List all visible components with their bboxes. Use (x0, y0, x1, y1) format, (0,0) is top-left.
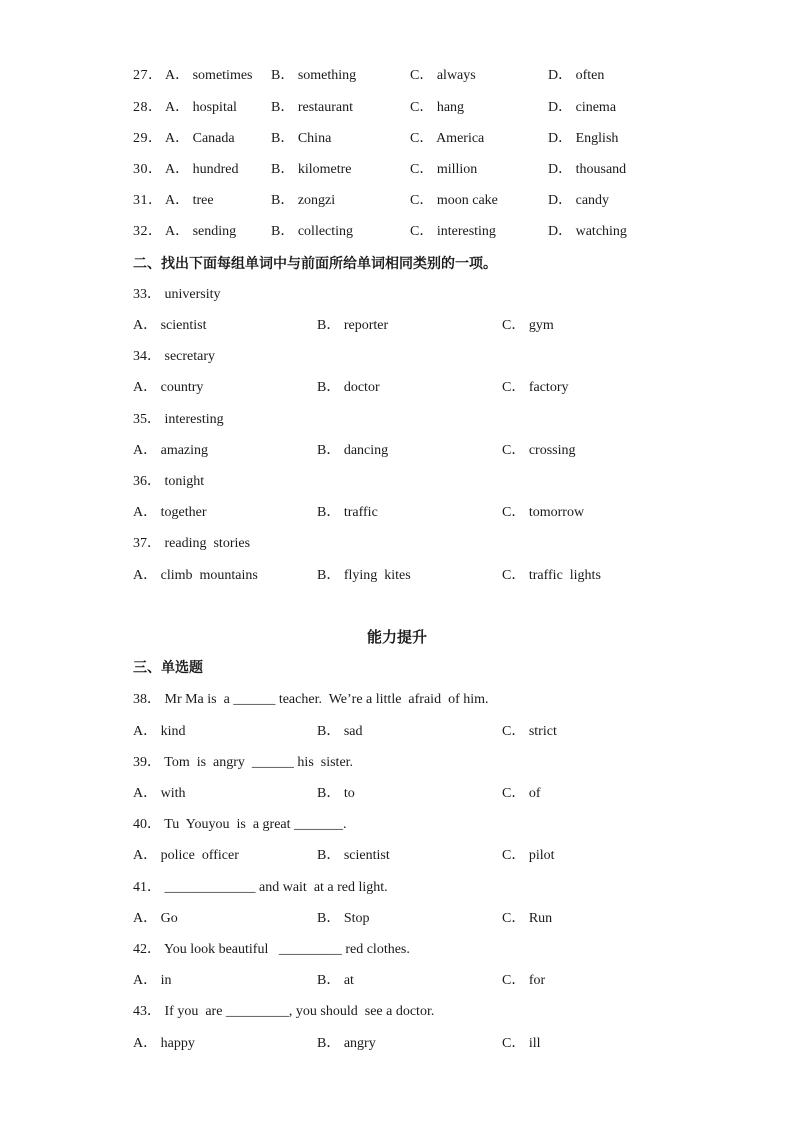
option-a: A． scientist (133, 318, 207, 333)
question-stem: 39． Tom is angry ______ his sister. (133, 755, 354, 770)
option-b: B． collecting (271, 224, 354, 239)
options-35 (0, 441, 794, 461)
question-40 (0, 815, 794, 835)
question-41 (0, 878, 794, 898)
option-b: B． Stop (317, 911, 370, 926)
options-39 (0, 784, 794, 804)
options-33 (0, 316, 794, 336)
option-c: C． million (410, 162, 478, 177)
option-a: A． kind (133, 724, 186, 739)
section-3-title: 三、单选题 (133, 660, 203, 676)
option-a: A． happy (133, 1036, 195, 1051)
option-c: C． of (502, 786, 541, 801)
section-2-heading (0, 254, 794, 274)
option-b: B． zongzi (271, 193, 336, 208)
option-c: C． strict (502, 724, 557, 739)
question-34 (0, 347, 794, 367)
option-d: D． often (548, 68, 605, 83)
option-c: C． always (410, 68, 476, 83)
option-a: A． police officer (133, 848, 239, 863)
question-stem: 34． secretary (133, 349, 216, 364)
option-a: A． climb mountains (133, 568, 258, 583)
question-42 (0, 940, 794, 960)
options-41 (0, 909, 794, 929)
option-a: A． Canada (165, 131, 235, 146)
options-34 (0, 378, 794, 398)
option-d: D． candy (548, 193, 610, 208)
question-stem: 36． tonight (133, 474, 205, 489)
question-stem: 43． If you are _________, you should see a doctor. (133, 1004, 435, 1019)
question-stem: 40． Tu Youyou is a great _______. (133, 817, 347, 832)
question-35 (0, 410, 794, 430)
option-a: A． sometimes (165, 68, 253, 83)
options-38 (0, 722, 794, 742)
question-number: 29． (133, 131, 163, 146)
option-c: C． hang (410, 100, 465, 115)
section-3-heading (0, 658, 794, 678)
question-stem: 41． _____________ and wait at a red light. (133, 880, 388, 895)
option-c: C． for (502, 973, 546, 988)
question-row-32 (0, 222, 794, 242)
question-37 (0, 534, 794, 554)
option-c: C． factory (502, 380, 569, 395)
question-stem: 38． Mr Ma is a ______ teacher. We’re a little afraid of him. (133, 692, 489, 707)
option-c: C． crossing (502, 443, 576, 458)
option-a: A． Go (133, 911, 178, 926)
options-42 (0, 971, 794, 991)
options-40 (0, 846, 794, 866)
options-43 (0, 1034, 794, 1054)
option-b: B． traffic (317, 505, 378, 520)
option-c: C． gym (502, 318, 554, 333)
question-number: 27． (133, 68, 163, 83)
section-2-title: 二、找出下面每组单词中与前面所给单词相同类别的一项。 (133, 256, 497, 272)
question-stem: 42． You look beautiful _________ red clothes. (133, 942, 410, 957)
option-c: C． America (410, 131, 485, 146)
option-a: A． hospital (165, 100, 237, 115)
question-stem: 35． interesting (133, 412, 224, 427)
option-b: B． China (271, 131, 332, 146)
question-row-27 (0, 66, 794, 86)
option-c: C． tomorrow (502, 505, 585, 520)
option-c: C． ill (502, 1036, 541, 1051)
question-33 (0, 285, 794, 305)
question-row-29 (0, 129, 794, 149)
option-d: D． watching (548, 224, 627, 239)
question-row-30 (0, 160, 794, 180)
option-b: B． restaurant (271, 100, 354, 115)
question-number: 28． (133, 100, 163, 115)
option-b: B． sad (317, 724, 363, 739)
option-a: A． in (133, 973, 172, 988)
option-b: B． to (317, 786, 355, 801)
option-b: B． kilometre (271, 162, 352, 177)
option-b: B． scientist (317, 848, 390, 863)
option-c: C． interesting (410, 224, 496, 239)
question-row-31 (0, 191, 794, 211)
option-b: B． at (317, 973, 354, 988)
option-a: A． hundred (165, 162, 239, 177)
option-d: D． thousand (548, 162, 627, 177)
option-b: B． dancing (317, 443, 389, 458)
question-number: 32． (133, 224, 163, 239)
question-39 (0, 753, 794, 773)
question-stem: 37． reading stories (133, 536, 251, 551)
option-c: C． Run (502, 911, 553, 926)
question-36 (0, 472, 794, 492)
question-43 (0, 1002, 794, 1022)
option-d: D． cinema (548, 100, 617, 115)
option-c: C． traffic lights (502, 568, 601, 583)
option-b: B． angry (317, 1036, 376, 1051)
question-number: 30． (133, 162, 163, 177)
option-b: B． something (271, 68, 357, 83)
option-b: B． doctor (317, 380, 380, 395)
ability-section-title: 能力提升 (366, 628, 427, 646)
options-37 (0, 566, 794, 586)
option-d: D． English (548, 131, 619, 146)
option-c: C． moon cake (410, 193, 498, 208)
question-row-28 (0, 98, 794, 118)
option-c: C． pilot (502, 848, 555, 863)
option-a: A． tree (165, 193, 214, 208)
option-a: A． amazing (133, 443, 209, 458)
question-38 (0, 690, 794, 710)
option-a: A． with (133, 786, 186, 801)
question-stem: 33． university (133, 287, 221, 302)
option-a: A． sending (165, 224, 237, 239)
option-a: A． country (133, 380, 204, 395)
option-a: A． together (133, 505, 207, 520)
option-b: B． flying kites (317, 568, 411, 583)
options-36 (0, 503, 794, 523)
option-b: B． reporter (317, 318, 389, 333)
question-number: 31． (133, 193, 163, 208)
